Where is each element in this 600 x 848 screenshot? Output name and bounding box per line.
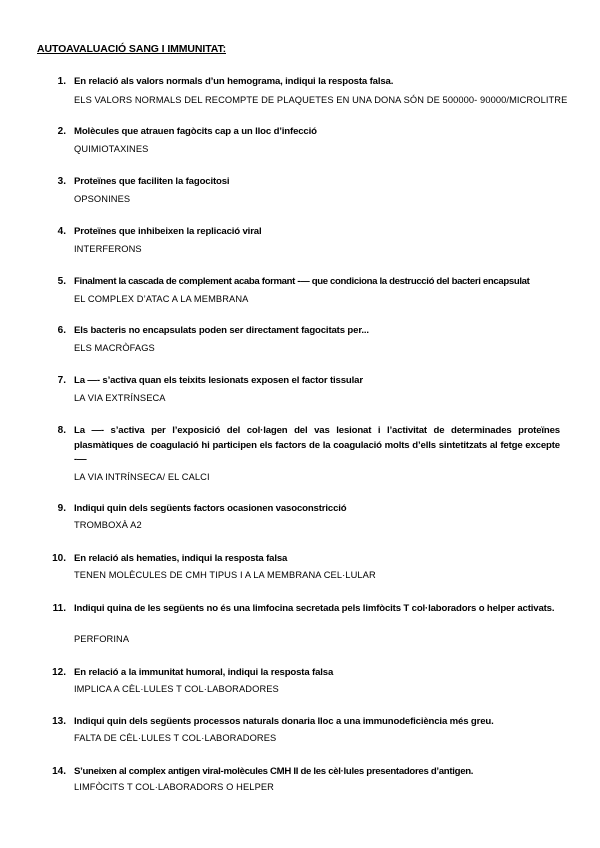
- question-number: 4.: [57, 226, 66, 237]
- answer-text: EL COMPLEX D’ATAC A LA MEMBRANA: [74, 294, 249, 304]
- question-text: En relació als valors normals d’un hemograma, indiqui la resposta falsa.: [74, 76, 394, 87]
- question-number: 14.: [52, 766, 66, 777]
- answer-text: INTERFERONS: [74, 244, 142, 254]
- question-text: Finalment la cascada de complement acaba formant -— que condiciona la destrucció del bacteri encapsulat: [74, 276, 530, 287]
- question-text: La —- s’activa quan els teixits lesionats exposen el factor tissular: [74, 375, 363, 386]
- question-number: 1.: [57, 76, 66, 87]
- question-number: 13.: [52, 716, 66, 727]
- answer-text: LA VIA INTRÍNSECA/ EL CALCI: [74, 472, 210, 482]
- question-text: Proteïnes que inhibeixen la replicació viral: [74, 226, 262, 237]
- question-text: La —- s’activa per l’exposició del col·lagen del vas lesionat i l’activitat de determinades proteïnes plasmàtiques de coagulació hi participen els factors de la coagulació molts d’ells sintetitzats al fetge excepte -—: [74, 425, 560, 465]
- question-text: Molècules que atrauen fagòcits cap a un lloc d’infecció: [74, 126, 317, 137]
- answer-text: TENEN MOLÈCULES DE CMH TIPUS I A LA MEMBRANA CEL·LULAR: [74, 570, 376, 580]
- answer-text: FALTA DE CÈL·LULES T COL·LABORADORES: [74, 733, 277, 743]
- answer-text: PERFORINA: [74, 634, 130, 644]
- question-text: Indiqui quin dels següents processos naturals donaria lloc a una immunodeficiència més greu.: [74, 716, 494, 727]
- answer-text: ELS VALORS NORMALS DEL RECOMPTE DE PLAQUETES EN UNA DONA SÓN DE 500000- 90000/MICROLITRE: [74, 95, 568, 105]
- question-number: 9.: [57, 503, 66, 514]
- question-number: 11.: [52, 603, 66, 614]
- question-text: Els bacteris no encapsulats poden ser directament fagocitats per...: [74, 325, 369, 336]
- answer-text: TROMBOXÀ A2: [74, 520, 142, 530]
- question-number: 2.: [57, 126, 66, 137]
- question-number: 10.: [52, 553, 66, 564]
- question-number: 7.: [57, 375, 66, 386]
- answer-text: QUIMIOTAXINES: [74, 144, 149, 154]
- question-number: 8.: [57, 425, 66, 436]
- question-text: En relació als hematies, indiqui la resposta falsa: [74, 553, 288, 564]
- question-text: Indiqui quina de les següents no és una limfocina secretada pels limfòcits T col·laboradors o helper activats.: [74, 603, 555, 614]
- question-number: 3.: [57, 176, 66, 187]
- document-title: AUTOAVALUACIÓ SANG I IMMUNITAT:: [37, 43, 226, 55]
- answer-text: LA VIA EXTRÍNSECA: [74, 393, 166, 403]
- question-text: En relació a la immunitat humoral, indiqui la resposta falsa: [74, 667, 334, 678]
- question-text: Proteïnes que faciliten la fagocitosi: [74, 176, 230, 187]
- question-text: S’uneixen al complex antigen viral-molècules CMH II de les cèl·lules presentadores d’antigen.: [74, 766, 474, 777]
- answer-text: ELS MACRÒFAGS: [74, 343, 155, 353]
- question-number: 12.: [52, 667, 66, 678]
- answer-text: LIMFÒCITS T COL·LABORADORS O HELPER: [74, 782, 274, 792]
- question-number: 6.: [57, 325, 66, 336]
- answer-text: OPSONINES: [74, 194, 131, 204]
- answer-text: IMPLICA A CÈL·LULES T COL·LABORADORES: [74, 684, 279, 694]
- question-number: 5.: [57, 276, 66, 287]
- question-text: Indiqui quin dels següents factors ocasionen vasoconstricció: [74, 503, 347, 514]
